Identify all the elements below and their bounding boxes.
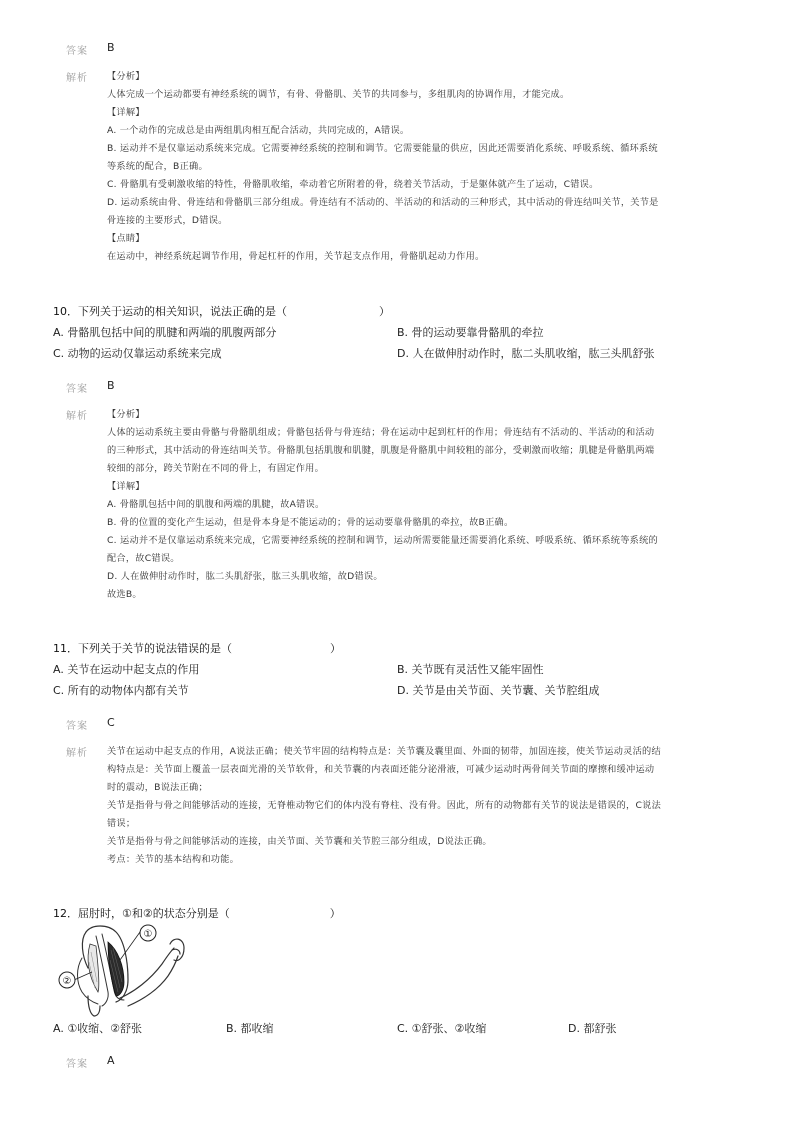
analysis-line: 骨连接的主要形式，D错误。 (107, 215, 228, 226)
answer-value: B (107, 379, 115, 392)
label-one: ① (143, 929, 153, 940)
analysis-line: 【详解】 (107, 481, 145, 492)
analysis-line: 考点：关节的基本结构和功能。 (107, 854, 240, 865)
analysis-line: 人体完成一个运动都要有神经系统的调节，有骨、骨骼肌、关节的共同参与，多组肌肉的协调作用，才能完成。 (107, 89, 570, 100)
analysis-line: C. 骨骼肌有受刺激收缩的特性，骨骼肌收缩，牵动着它所附着的骨，绕着关节活动，于是躯体就产生了运动，C错误。 (107, 179, 599, 190)
analysis-line: 时的震动，B说法正确； (107, 782, 208, 793)
analysis-label: 解析 (66, 73, 88, 84)
option-d: D. 都舒张 (568, 1022, 617, 1035)
question-stem-close: ） (379, 305, 390, 318)
analysis-line: 关节是指骨与骨之间能够活动的连接，无脊椎动物它们的体内没有脊柱、没有骨。因此，所有的动物都有关节的说法是错误的，C说法 (107, 800, 662, 811)
question-stem-text: 12．屈肘时，①和②的状态分别是（ (53, 907, 230, 920)
analysis-line: 人体的运动系统主要由骨骼与骨骼肌组成；骨骼包括骨与骨连结；骨在运动中起到杠杆的作用；骨连结有不活动的、半活动的和活动 (107, 427, 655, 438)
analysis-line: B. 骨的位置的变化产生运动，但是骨本身是不能运动的；骨的运动要靠骨骼肌的牵拉，故B正确。 (107, 517, 514, 528)
option-b: B. 骨的运动要靠骨骼肌的牵拉 (397, 326, 544, 339)
analysis-line: 故选B。 (107, 589, 142, 600)
analysis-line: 【分析】 (107, 71, 145, 82)
option-d: D. 关节是由关节面、关节囊、关节腔组成 (397, 684, 600, 697)
answer-label: 答案 (66, 384, 88, 395)
analysis-line: 【分析】 (107, 409, 145, 420)
option-d: D. 人在做伸肘动作时，肱二头肌收缩，肱三头肌舒张 (397, 347, 655, 360)
answer-label: 答案 (66, 1059, 88, 1070)
analysis-line: 【详解】 (107, 107, 145, 118)
option-b: B. 都收缩 (226, 1022, 274, 1035)
option-c: C. 所有的动物体内都有关节 (53, 684, 189, 697)
analysis-line: 关节在运动中起支点的作用，A说法正确；使关节牢固的结构特点是：关节囊及囊里面、外面的韧带，加固连接，使关节运动灵活的结 (107, 746, 661, 757)
option-a: A. ①收缩、②舒张 (53, 1022, 143, 1035)
analysis-line: D. 人在做伸肘动作时，肱二头肌舒张，肱三头肌收缩，故D错误。 (107, 571, 383, 582)
analysis-line: 在运动中，神经系统起调节作用，骨起杠杆的作用，关节起支点作用，骨骼肌起动力作用。 (107, 251, 485, 262)
analysis-line: B. 运动并不是仅靠运动系统来完成。它需要神经系统的控制和调节。它需要能量的供应，因此还需要消化系统、呼吸系统、循环系统 (107, 143, 658, 154)
analysis-label: 解析 (66, 748, 88, 759)
option-a: A. 骨骼肌包括中间的肌腱和两端的肌腹两部分 (53, 326, 277, 339)
answer-value: B (107, 41, 115, 54)
question-stem (53, 303, 390, 319)
option-c: C. ①舒张、②收缩 (397, 1022, 487, 1035)
analysis-line: 关节是指骨与骨之间能够活动的连接，由关节面、关节囊和关节腔三部分组成，D说法正确。 (107, 836, 492, 847)
analysis-line: D. 运动系统由骨、骨连结和骨骼肌三部分组成。骨连结有不活动的、半活动的和活动的三种形式，其中活动的骨连结叫关节，关节是 (107, 197, 659, 208)
option-a: A. 关节在运动中起支点的作用 (53, 663, 200, 676)
analysis-label: 解析 (66, 411, 88, 422)
question-stem-text: 10．下列关于运动的相关知识，说法正确的是（ (53, 305, 287, 318)
analysis-line: 构特点是：关节面上覆盖一层表面光滑的关节软骨，和关节囊的内表面还能分泌滑液，可减少运动时两骨间关节面的摩擦和缓冲运动 (107, 764, 655, 775)
question-stem (53, 640, 341, 656)
option-b: B. 关节既有灵活性又能牢固性 (397, 663, 544, 676)
analysis-line: 较细的部分，跨关节附在不同的骨上，有固定作用。 (107, 463, 325, 474)
question-stem (53, 905, 341, 921)
analysis-line: 【点睛】 (107, 233, 145, 244)
arm-muscle-figure (58, 920, 188, 1018)
answer-label: 答案 (66, 721, 88, 732)
question-stem-close: ） (330, 642, 341, 655)
option-c: C. 动物的运动仅靠运动系统来完成 (53, 347, 222, 360)
analysis-line: A. 一个动作的完成总是由两组肌肉相互配合活动，共同完成的，A错误。 (107, 125, 410, 136)
analysis-line: C. 运动并不是仅靠运动系统来完成，它需要神经系统的控制和调节，运动所需要能量还需要消化系统、呼吸系统、循环系统等系统的 (107, 535, 658, 546)
analysis-line: 错误； (107, 818, 136, 829)
label-two: ② (62, 976, 72, 987)
question-stem-close: ） (329, 907, 341, 920)
answer-label: 答案 (66, 46, 88, 57)
analysis-line: A. 骨骼肌包括中间的肌腹和两端的肌腱，故A错误。 (107, 499, 325, 510)
answer-value: C (107, 716, 115, 729)
analysis-line: 配合，故C错误。 (107, 553, 180, 564)
analysis-line: 的三种形式，其中活动的骨连结叫关节。骨骼肌包括肌腹和肌腱，肌腹是骨骼肌中间较粗的部分，受刺激而收缩；肌腱是骨骼肌两端 (107, 445, 655, 456)
answer-value: A (107, 1054, 115, 1067)
question-stem-text: 11．下列关于关节的说法错误的是（ (53, 642, 232, 655)
analysis-line: 等系统的配合，B正确。 (107, 161, 208, 172)
